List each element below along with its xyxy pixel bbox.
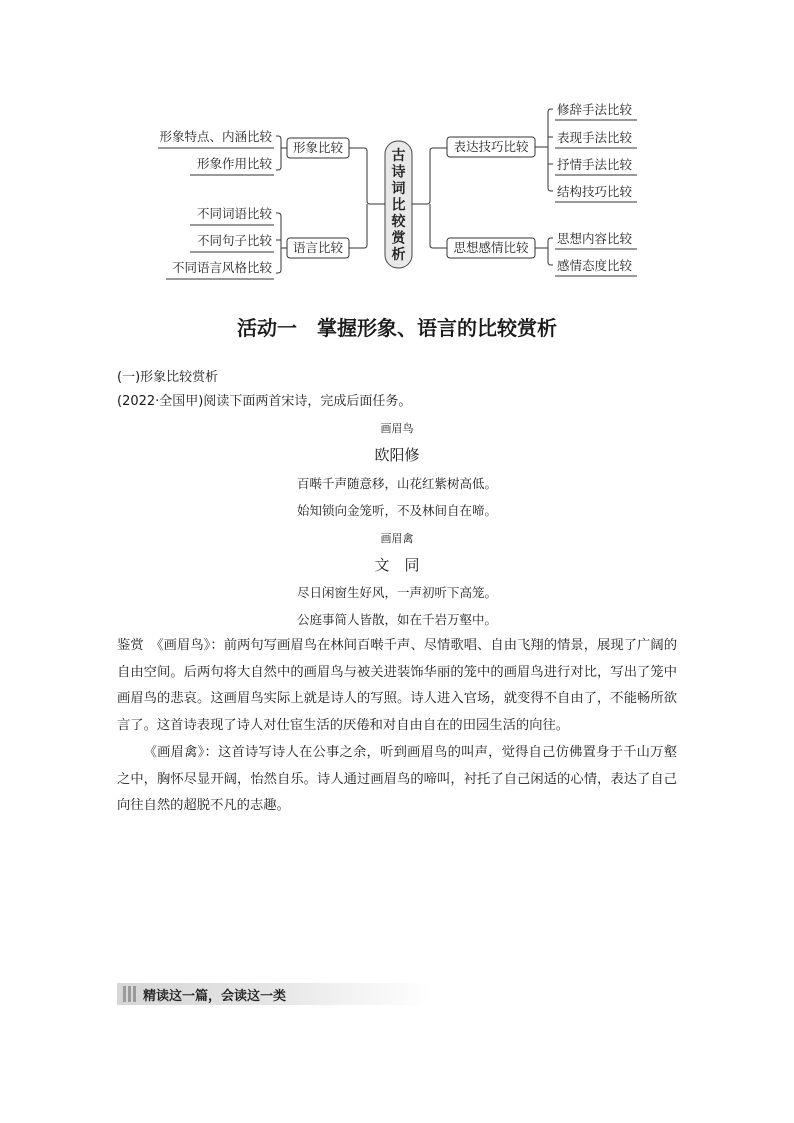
center-char: 析: [391, 247, 406, 263]
leaf-left-0-0: 形象特点、内涵比较: [159, 129, 272, 144]
section-heading: (一)形象比较赏析: [117, 370, 219, 385]
leaf-right-0-1: 表现手法比较: [557, 130, 633, 145]
appreciation-paragraph-1: 鉴赏 《画眉鸟》：前两句写画眉鸟在林间百啭千声、尽情歌唱、自由飞翔的情景，展现了广阔的自由空间。后两句将大自然中的画眉鸟与被关进装饰华丽的笼中的画眉鸟进行对比，写出了笼中画眉鸟的悲哀。这画眉鸟实际上就是诗人的写照。诗人进入官场，就变得不自由了，不能畅所欲言了。这首诗表现了诗人对仕宦生活的厌倦和对自由自在的田园生活的向往。: [117, 638, 677, 733]
mind-map-diagram: [0, 0, 794, 290]
leaf-left-1-0: 不同词语比较: [196, 206, 272, 221]
leaf-right-1-0: 思想内容比较: [557, 231, 633, 246]
label-yuyan: 语言比较: [292, 240, 344, 255]
poem-2-line-2: 公庭事简人皆散，如在千岩万壑中。: [296, 612, 497, 627]
banner-bars-icon: [123, 986, 137, 1002]
appreciation-paragraph-2: 《画眉禽》：这首诗写诗人在公事之余，听到画眉鸟的叫声，觉得自己仿佛置身于千山万壑之中，胸怀尽显开阔，怡然自乐。诗人通过画眉鸟的啼叫，衬托了自己闲适的心情，表达了自己向往自然的超脱不凡的志趣。: [117, 745, 677, 813]
leaf-right-0-0: 修辞手法比较: [557, 102, 633, 117]
poem-1-line-2: 始知锁向金笼听，不及林间自在啼。: [296, 503, 497, 518]
leaf-left-1-1: 不同句子比较: [196, 233, 272, 248]
center-char: 较: [391, 214, 406, 230]
banner-text: 精读这一篇，会读这一类: [143, 989, 287, 1004]
center-char: 词: [391, 181, 406, 197]
center-char: 比: [391, 197, 406, 214]
activity-title: 活动一 掌握形象、语言的比较赏析: [237, 316, 557, 340]
leaf-right-1-1: 感情态度比较: [557, 258, 633, 273]
label-xingxiang: 形象比较: [292, 140, 344, 155]
poem-2-line-1: 尽日闲窗生好风，一声初听下高笼。: [296, 585, 497, 600]
poem-1-line-1: 百啭千声随意移，山花红紫树高低。: [296, 476, 497, 491]
poem-2-title: 画眉禽: [380, 532, 414, 545]
center-char: 赏: [391, 230, 406, 247]
leaf-left-1-2: 不同语言风格比较: [171, 260, 272, 275]
leaf-right-0-2: 抒情手法比较: [557, 157, 633, 172]
poem-2-author: 文 同: [374, 556, 420, 574]
center-char: 诗: [391, 164, 406, 181]
label-sixiang: 思想感情比较: [453, 240, 529, 255]
center-char: 古: [391, 148, 406, 164]
label-biaoda: 表达技巧比较: [453, 139, 529, 154]
leaf-right-0-3: 结构技巧比较: [557, 184, 633, 199]
poem-1-title: 画眉鸟: [380, 422, 414, 435]
intro-line: (2022·全国甲)阅读下面两首宋诗，完成后面任务。: [117, 394, 412, 409]
leaf-left-0-1: 形象作用比较: [196, 156, 272, 171]
poem-1-author: 欧阳修: [374, 446, 420, 464]
section-banner: [117, 983, 432, 1005]
